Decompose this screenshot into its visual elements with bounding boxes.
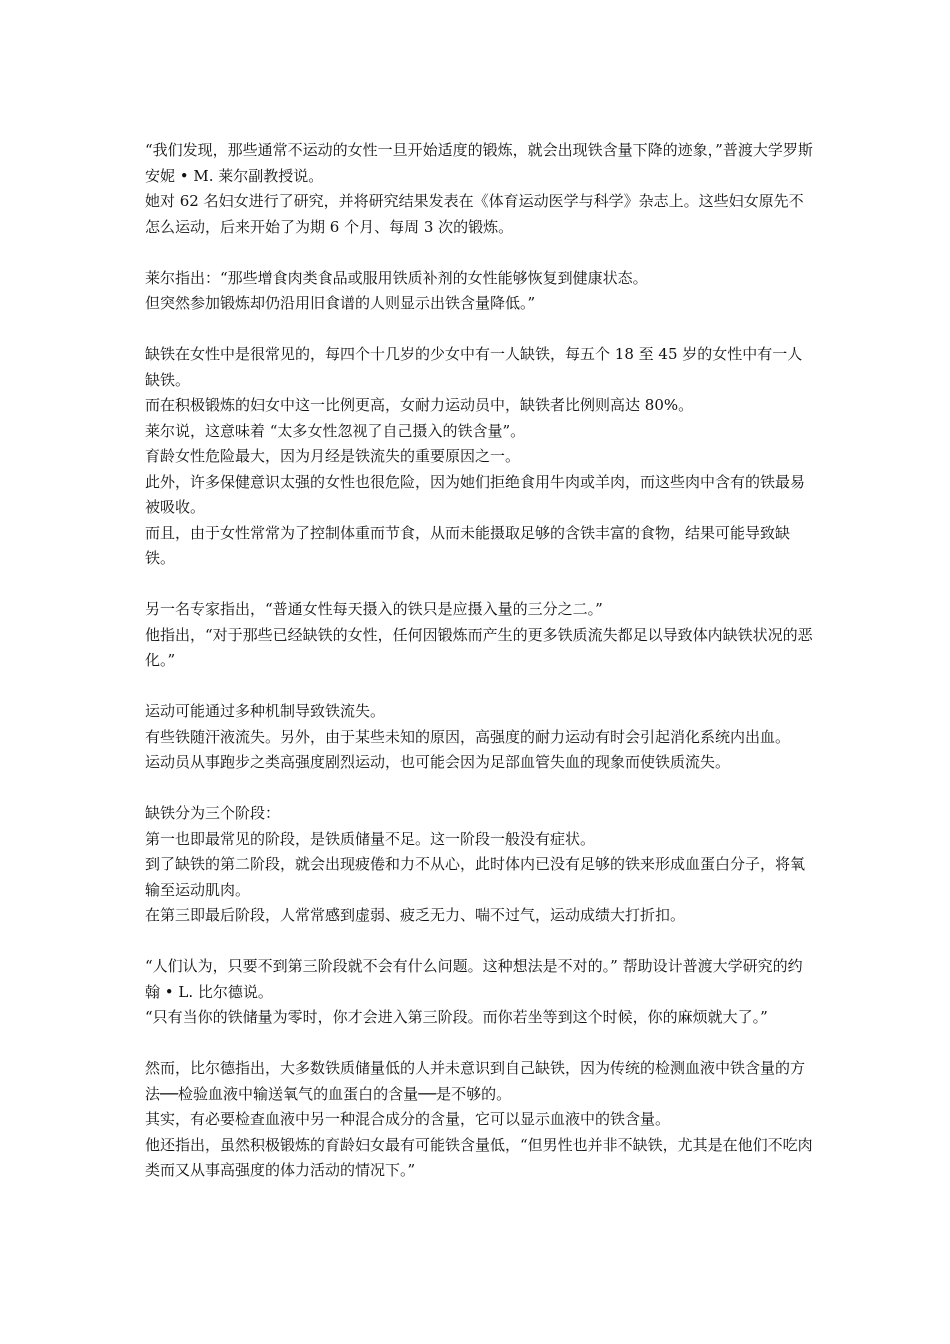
paragraph-gap <box>145 317 813 343</box>
text-line: 而在积极锻炼的妇女中这一比例更高，女耐力运动员中，缺铁者比例则高达 80%。 <box>145 396 694 414</box>
paragraph-gap <box>145 776 813 802</box>
paragraph-gap <box>145 1031 813 1057</box>
text-line: 其实，有必要检查血液中另一种混合成分的含量，它可以显示血液中的铁含量。 <box>145 1110 671 1128</box>
text-line: 在第三即最后阶段，人常常感到虚弱、疲乏无力、喘不过气，运动成绩大打折扣。 <box>145 906 686 924</box>
paragraph-5 <box>145 699 813 776</box>
paragraph-2 <box>145 266 813 317</box>
text-line: 他指出，“对于那些已经缺铁的女性，任何因锻炼而产生的更多铁质流失都足以导致体内缺铁状况的恶化。” <box>145 625 813 669</box>
text-line: 但突然参加锻炼却仍沿用旧食谱的人则显示出铁含量降低。” <box>145 294 536 312</box>
text-line: 此外，许多保健意识太强的女性也很危险，因为她们拒绝食用牛肉或羊肉，而这些肉中含有的铁最易被吸收。 <box>145 472 806 516</box>
text-line: 而且，由于女性常常为了控制体重而节食，从而未能摄取足够的含铁丰富的食物，结果可能导致缺铁。 <box>145 523 791 567</box>
text-line: 他还指出，虽然积极锻炼的育龄妇女最有可能铁含量低，“但男性也并非不缺铁，尤其是在他们不吃肉类而又从事高强度的体力活动的情况下。” <box>145 1135 813 1179</box>
paragraph-gap <box>145 240 813 266</box>
text-line: 莱尔指出：“那些增食肉类食品或服用铁质补剂的女性能够恢复到健康状态。 <box>145 268 648 287</box>
text-line: 有些铁随汗液流失。另外，由于某些未知的原因，高强度的耐力运动有时会引起消化系统内出血。 <box>145 727 791 746</box>
text-line: 缺铁分为三个阶段： <box>145 804 281 822</box>
text-line: 她对 62 名妇女进行了研究，并将研究结果发表在《体育运动医学与科学》杂志上。这些妇女原先不怎么运动，后来开始了为期 6 个月、每周 3 次的锻炼。 <box>145 192 804 236</box>
paragraph-1 <box>145 138 813 240</box>
paragraph-gap <box>145 572 813 598</box>
paragraph-6 <box>145 801 813 929</box>
text-line: 到了缺铁的第二阶段，就会出现疲倦和力不从心，此时体内已没有足够的铁来形成血蛋白分子，将氧输至运动肌肉。 <box>145 855 806 899</box>
text-line: 然而，比尔德指出，大多数铁质储量低的人并未意识到自己缺铁，因为传统的检测血液中铁含量的方法──检验血液中输送氧气的血蛋白的含量──是不够的。 <box>145 1059 806 1103</box>
text-line: 运动员从事跑步之类高强度剧烈运动，也可能会因为足部血管失血的现象而使铁质流失。 <box>145 753 731 771</box>
text-line: “人们认为，只要不到第三阶段就不会有什么问题。这种想法是不对的。” 帮助设计普渡大学研究的约翰 • L. 比尔德说。 <box>145 957 803 1001</box>
text-line: 缺铁在女性中是很常见的，每四个十几岁的少女中有一人缺铁，每五个 18 至 45 岁的女性中有一人缺铁。 <box>145 345 803 389</box>
text-line: 育龄女性危险最大，因为月经是铁流失的重要原因之一。 <box>145 447 521 465</box>
paragraph-8 <box>145 1056 813 1184</box>
paragraph-3 <box>145 342 813 572</box>
document-body <box>145 138 813 1184</box>
text-line: “只有当你的铁储量为零时，你才会进入第三阶段。而你若坐等到这个时候，你的麻烦就大了。” <box>145 1008 768 1026</box>
paragraph-7 <box>145 954 813 1031</box>
text-line: 第一也即最常见的阶段，是铁质储量不足。这一阶段一般没有症状。 <box>145 829 596 848</box>
paragraph-4 <box>145 597 813 674</box>
text-line: “我们发现，那些通常不运动的女性一旦开始适度的锻炼，就会出现铁含量下降的迹象，”普渡大学罗斯安妮 • M. 莱尔副教授说。 <box>145 141 813 185</box>
paragraph-gap <box>145 929 813 955</box>
text-line: 莱尔说，这意味着 “太多女性忽视了自己摄入的铁含量”。 <box>145 421 526 440</box>
paragraph-gap <box>145 674 813 700</box>
text-line: 运动可能通过多种机制导致铁流失。 <box>145 702 386 720</box>
text-line: 另一名专家指出，“普通女性每天摄入的铁只是应摄入量的三分之二。” <box>145 600 603 618</box>
